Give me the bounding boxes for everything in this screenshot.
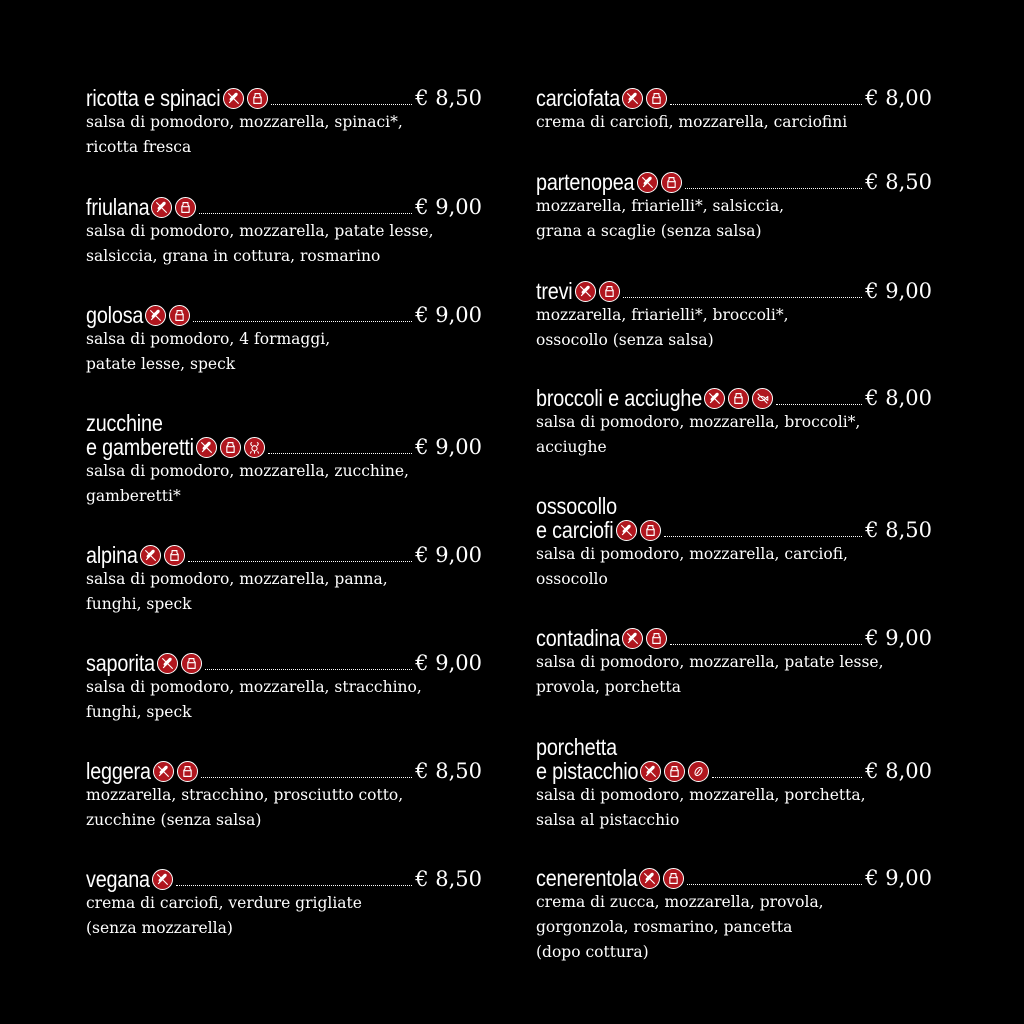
menu-item-name <box>536 279 620 303</box>
allergen-icons <box>223 88 268 109</box>
description-line: funghi, speck <box>86 703 192 721</box>
menu-item-description <box>86 219 482 269</box>
menu-item-ossocollo-e-carciofi <box>536 494 932 592</box>
menu-item-price: € 8,50 <box>415 759 482 783</box>
price-leader-dots <box>664 536 863 537</box>
fish-icon <box>752 388 773 409</box>
price-leader-dots <box>176 885 412 886</box>
menu-item-price: € 9,00 <box>865 866 932 890</box>
price-leader-dots <box>199 213 412 214</box>
menu-item-name <box>536 86 667 110</box>
price-leader-dots <box>271 104 412 105</box>
menu-item-name-line: porchetta <box>536 734 617 760</box>
menu-item-price: € 9,00 <box>865 626 932 650</box>
description-line: crema di carciofi, verdure grigliate <box>86 894 362 912</box>
menu-item-price: € 8,50 <box>865 518 932 542</box>
menu-item-name-line: e gamberetti <box>86 434 194 460</box>
description-line: gorgonzola, rosmarino, pancetta <box>536 918 793 936</box>
wheat-icon <box>151 197 172 218</box>
allergen-icons <box>622 88 667 109</box>
menu-item-price: € 8,00 <box>865 386 932 410</box>
menu-item-leggera <box>86 759 482 833</box>
milk-icon <box>177 761 198 782</box>
milk-icon <box>169 305 190 326</box>
allergen-icons <box>145 305 190 326</box>
wheat-icon <box>196 437 217 458</box>
menu-item-header <box>86 195 482 219</box>
menu-item-carciofata <box>536 86 932 135</box>
menu-item-vegana <box>86 867 482 941</box>
menu-item-price: € 8,00 <box>865 759 932 783</box>
milk-icon <box>247 88 268 109</box>
menu-item-name <box>536 626 667 650</box>
menu-item-name-lines <box>536 494 661 542</box>
allergen-icons <box>196 437 265 458</box>
menu-item-name-lines <box>536 735 709 783</box>
menu-item-description <box>536 194 932 244</box>
description-line: mozzarella, friarielli*, salsiccia, <box>536 197 785 215</box>
wheat-icon <box>704 388 725 409</box>
description-line: salsa di pomodoro, mozzarella, spinaci*, <box>86 113 403 131</box>
menu-item-name-last-row <box>536 518 661 542</box>
allergen-icons <box>616 520 661 541</box>
menu-item-name <box>536 866 684 890</box>
description-line: salsa di pomodoro, mozzarella, stracchino, <box>86 678 422 696</box>
menu-item-description <box>536 110 932 135</box>
menu-item-header <box>536 866 932 890</box>
wheat-icon <box>153 761 174 782</box>
description-line: crema di carciofi, mozzarella, carciofini <box>536 113 848 131</box>
allergen-icons <box>622 628 667 649</box>
allergen-icons <box>140 545 185 566</box>
menu-item-price: € 8,50 <box>415 86 482 110</box>
shellfish-icon <box>244 437 265 458</box>
menu-item-name-text: contadina <box>536 625 621 651</box>
menu-item-description <box>86 567 482 617</box>
menu-item-price: € 9,00 <box>415 195 482 219</box>
menu-item-name-text: broccoli e acciughe <box>536 385 703 411</box>
menu-item-price: € 9,00 <box>415 543 482 567</box>
allergen-icons <box>153 761 198 782</box>
price-leader-dots <box>712 777 862 778</box>
wheat-icon <box>223 88 244 109</box>
milk-icon <box>175 197 196 218</box>
menu-item-description <box>536 303 932 353</box>
menu-item-name-text: saporita <box>86 650 156 676</box>
menu-item-name <box>536 494 661 542</box>
menu-item-name <box>86 195 196 219</box>
menu-item-price: € 9,00 <box>865 279 932 303</box>
menu-item-name <box>86 86 268 110</box>
milk-icon <box>661 172 682 193</box>
allergen-icons <box>151 197 196 218</box>
description-line: crema di zucca, mozzarella, provola, <box>536 893 824 911</box>
price-leader-dots <box>623 297 862 298</box>
menu-item-name-text: golosa <box>86 302 144 328</box>
allergen-icons <box>637 172 682 193</box>
description-line: acciughe <box>536 438 607 456</box>
wheat-icon <box>575 281 596 302</box>
menu-item-name <box>536 386 773 410</box>
description-line: salsa di pomodoro, 4 formaggi, <box>86 330 331 348</box>
menu-item-header <box>536 735 932 783</box>
price-leader-dots <box>687 884 862 885</box>
menu-item-header <box>86 651 482 675</box>
menu-item-name <box>86 867 173 891</box>
menu-item-name <box>86 759 198 783</box>
menu-item-trevi <box>536 279 932 353</box>
menu-item-golosa <box>86 303 482 377</box>
menu-item-name <box>86 303 190 327</box>
menu-item-description <box>86 327 482 377</box>
allergen-icons <box>704 388 773 409</box>
description-line: funghi, speck <box>86 595 192 613</box>
menu-item-friulana <box>86 195 482 269</box>
description-line: salsa di pomodoro, mozzarella, patate lesse, <box>86 222 434 240</box>
milk-icon <box>646 628 667 649</box>
wheat-icon <box>152 869 173 890</box>
menu-item-name-text: leggera <box>86 758 151 784</box>
description-line: salsa al pistacchio <box>536 811 680 829</box>
menu-item-name-text: friulana <box>86 194 150 220</box>
menu-item-description <box>86 891 482 941</box>
menu-item-ricotta-e-spinaci <box>86 86 482 160</box>
wheat-icon <box>157 653 178 674</box>
menu-item-broccoli-e-acciughe <box>536 386 932 460</box>
wheat-icon <box>145 305 166 326</box>
menu-item-name-text: ricotta e spinaci <box>86 85 221 111</box>
price-leader-dots <box>685 188 862 189</box>
description-line: ossocollo <box>536 570 608 588</box>
description-line: salsa di pomodoro, mozzarella, panna, <box>86 570 388 588</box>
menu-item-description <box>536 542 932 592</box>
milk-icon <box>646 88 667 109</box>
menu-item-header <box>536 626 932 650</box>
menu-item-description <box>536 890 932 965</box>
description-line: salsa di pomodoro, mozzarella, patate lesse, <box>536 653 884 671</box>
menu-item-header <box>536 170 932 194</box>
description-line: gamberetti* <box>86 487 181 505</box>
description-line: provola, porchetta <box>536 678 682 696</box>
allergen-icons <box>639 868 684 889</box>
milk-icon <box>220 437 241 458</box>
description-line: mozzarella, friarielli*, broccoli*, <box>536 306 789 324</box>
menu-item-header <box>86 867 482 891</box>
menu-item-header <box>86 303 482 327</box>
price-leader-dots <box>205 669 412 670</box>
nut-icon <box>688 761 709 782</box>
menu-item-header <box>536 494 932 542</box>
menu-item-name <box>86 543 185 567</box>
menu-item-price: € 9,00 <box>415 303 482 327</box>
menu-item-zucchine-e-gamberetti <box>86 411 482 509</box>
description-line: salsa di pomodoro, mozzarella, carciofi, <box>536 545 848 563</box>
menu-item-price: € 8,50 <box>415 867 482 891</box>
menu-item-name-last-row <box>536 759 709 783</box>
menu-item-header <box>86 543 482 567</box>
menu-item-price: € 8,50 <box>865 170 932 194</box>
description-line: salsa di pomodoro, mozzarella, broccoli*, <box>536 413 861 431</box>
menu-item-description <box>86 459 482 509</box>
menu-item-name <box>536 735 709 783</box>
price-leader-dots <box>670 644 862 645</box>
wheat-icon <box>639 868 660 889</box>
description-line: salsa di pomodoro, mozzarella, zucchine, <box>86 462 409 480</box>
milk-icon <box>664 761 685 782</box>
menu-item-alpina <box>86 543 482 617</box>
menu-item-name-line: zucchine <box>86 410 163 436</box>
menu-item-description <box>86 783 482 833</box>
menu-item-name-line: e pistacchio <box>536 758 639 784</box>
milk-icon <box>164 545 185 566</box>
menu-item-name <box>86 411 265 459</box>
menu-item-name-lines <box>86 411 265 459</box>
allergen-icons <box>157 653 202 674</box>
menu-item-partenopea <box>536 170 932 244</box>
wheat-icon <box>637 172 658 193</box>
menu-item-name <box>86 651 202 675</box>
price-leader-dots <box>201 777 412 778</box>
description-line: salsa di pomodoro, mozzarella, porchetta, <box>536 786 866 804</box>
milk-icon <box>728 388 749 409</box>
price-leader-dots <box>776 404 862 405</box>
menu-item-description <box>536 410 932 460</box>
wheat-icon <box>616 520 637 541</box>
allergen-icons <box>640 761 709 782</box>
menu-item-name-line: e carciofi <box>536 517 614 543</box>
wheat-icon <box>140 545 161 566</box>
menu-item-name-text: alpina <box>86 542 138 568</box>
wheat-icon <box>622 88 643 109</box>
menu-item-porchetta-e-pistacchio <box>536 735 932 833</box>
milk-icon <box>181 653 202 674</box>
price-leader-dots <box>188 561 412 562</box>
wheat-icon <box>640 761 661 782</box>
menu-item-description <box>536 783 932 833</box>
menu-item-header <box>86 759 482 783</box>
description-line: ossocollo (senza salsa) <box>536 331 714 349</box>
allergen-icons <box>152 869 173 890</box>
menu-item-cenerentola <box>536 866 932 965</box>
milk-icon <box>663 868 684 889</box>
wheat-icon <box>622 628 643 649</box>
menu-item-header <box>86 86 482 110</box>
menu-item-saporita <box>86 651 482 725</box>
description-line: grana a scaglie (senza salsa) <box>536 222 762 240</box>
menu-item-header <box>536 86 932 110</box>
menu-item-header <box>86 411 482 459</box>
menu-item-name-text: carciofata <box>536 85 621 111</box>
price-leader-dots <box>670 104 862 105</box>
menu-item-name-line: ossocollo <box>536 493 617 519</box>
menu-item-price: € 9,00 <box>415 651 482 675</box>
menu-item-name <box>536 170 682 194</box>
description-line: patate lesse, speck <box>86 355 236 373</box>
menu-item-header <box>536 386 932 410</box>
menu-item-name-text: vegana <box>86 866 150 892</box>
menu-item-name-text: cenerentola <box>536 865 638 891</box>
milk-icon <box>599 281 620 302</box>
description-line: mozzarella, stracchino, prosciutto cotto, <box>86 786 404 804</box>
menu-item-name-text: trevi <box>536 278 573 304</box>
price-leader-dots <box>193 321 412 322</box>
description-line: (dopo cottura) <box>536 943 649 961</box>
description-line: ricotta fresca <box>86 138 192 156</box>
menu-item-price: € 8,00 <box>865 86 932 110</box>
allergen-icons <box>575 281 620 302</box>
price-leader-dots <box>268 453 412 454</box>
description-line: (senza mozzarella) <box>86 919 233 937</box>
menu-item-description <box>86 675 482 725</box>
description-line: zucchine (senza salsa) <box>86 811 262 829</box>
milk-icon <box>640 520 661 541</box>
menu-item-price: € 9,00 <box>415 435 482 459</box>
menu-item-name-last-row <box>86 435 265 459</box>
menu-item-header <box>536 279 932 303</box>
menu-item-description <box>536 650 932 700</box>
menu-item-description <box>86 110 482 160</box>
menu-item-contadina <box>536 626 932 700</box>
menu-item-name-text: partenopea <box>536 169 635 195</box>
description-line: salsiccia, grana in cottura, rosmarino <box>86 247 381 265</box>
